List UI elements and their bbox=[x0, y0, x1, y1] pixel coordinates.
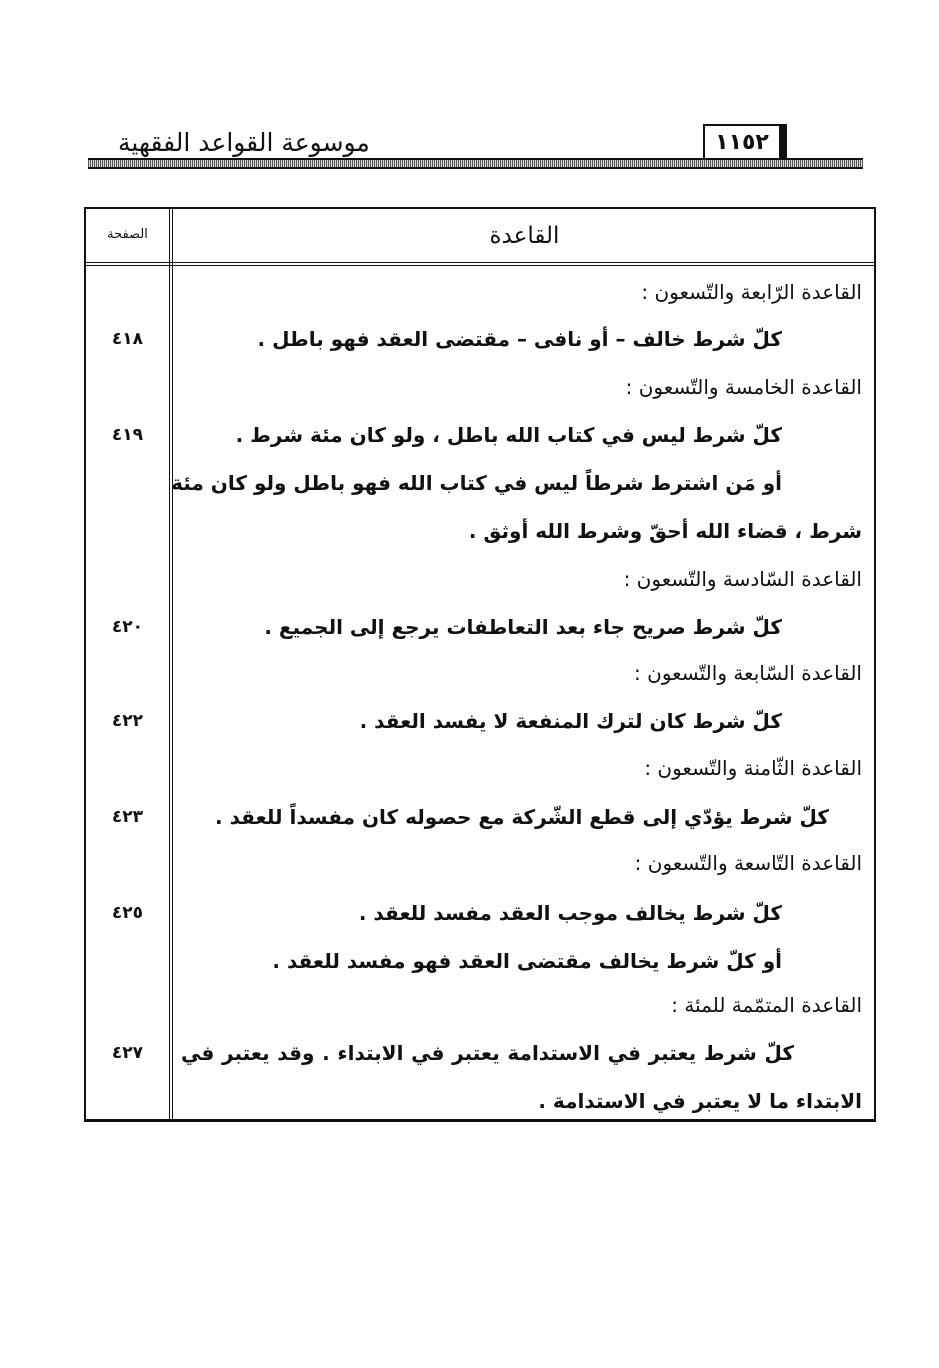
rule-text: شرط ، قضاء الله أحقّ وشرط الله أوثق . bbox=[468, 519, 862, 543]
rule-page-number: ٤١٩ bbox=[111, 425, 144, 445]
rule-text: كلّ شرط يؤدّي إلى قطع الشّركة مع حصوله كان مفسداً للعقد . bbox=[215, 805, 829, 829]
rule-page-number: ٤٢٧ bbox=[111, 1043, 144, 1063]
rule-text: كلّ شرط كان لترك المنفعة لا يفسد العقد . bbox=[359, 709, 782, 733]
rule-heading: القاعدة الرّابعة والتّسعون : bbox=[641, 280, 862, 304]
column-header-rule: القاعدة bbox=[489, 223, 560, 249]
rule-text: أو كلّ شرط يخالف مقتضى العقد فهو مفسد للعقد . bbox=[272, 949, 782, 973]
rule-heading: القاعدة التّاسعة والتّسعون : bbox=[634, 851, 862, 875]
rule-page-number: ٤١٨ bbox=[111, 329, 144, 349]
page-number-box bbox=[703, 124, 787, 162]
rule-text: كلّ شرط يخالف موجب العقد مفسد للعقد . bbox=[358, 901, 782, 925]
rule-text: كلّ شرط ليس في كتاب الله باطل ، ولو كان مئة شرط . bbox=[235, 423, 782, 447]
rule-text: الابتداء ما لا يعتبر في الاستدامة . bbox=[538, 1089, 862, 1113]
rule-text: كلّ شرط خالف – أو نافى – مقتضى العقد فهو باطل . bbox=[257, 327, 782, 351]
column-header-page: الصفحة bbox=[107, 227, 148, 242]
rule-page-number: ٤٢٢ bbox=[111, 711, 144, 731]
page-header bbox=[88, 118, 863, 180]
rule-heading: القاعدة الخامسة والتّسعون : bbox=[625, 375, 862, 399]
rule-page-number: ٤٢٠ bbox=[111, 617, 144, 637]
page-number: ١١٥٢ bbox=[715, 130, 769, 155]
rule-page-number: ٤٢٣ bbox=[111, 807, 144, 827]
rules-index-table bbox=[84, 207, 876, 1122]
rule-heading: القاعدة الثّامنة والتّسعون : bbox=[644, 756, 862, 780]
column-divider bbox=[169, 209, 173, 1119]
rule-text: أو مَن اشترط شرطاً ليس في كتاب الله فهو باطل ولو كان مئة bbox=[171, 471, 782, 495]
header-rule-bar bbox=[88, 158, 863, 169]
book-title: موسوعة القواعد الفقهية bbox=[118, 128, 370, 157]
header-separator bbox=[86, 262, 874, 266]
rule-heading: القاعدة السّادسة والتّسعون : bbox=[623, 567, 862, 591]
rule-page-number: ٤٢٥ bbox=[111, 903, 144, 923]
rule-heading: القاعدة المتمّمة للمئة : bbox=[671, 993, 862, 1017]
rule-text: كلّ شرط يعتبر في الاستدامة يعتبر في الابتداء . وقد يعتبر في bbox=[181, 1041, 794, 1065]
rule-heading: القاعدة السّابعة والتّسعون : bbox=[634, 661, 862, 685]
rule-text: كلّ شرط صريح جاء بعد التعاطفات يرجع إلى الجميع . bbox=[264, 615, 782, 639]
